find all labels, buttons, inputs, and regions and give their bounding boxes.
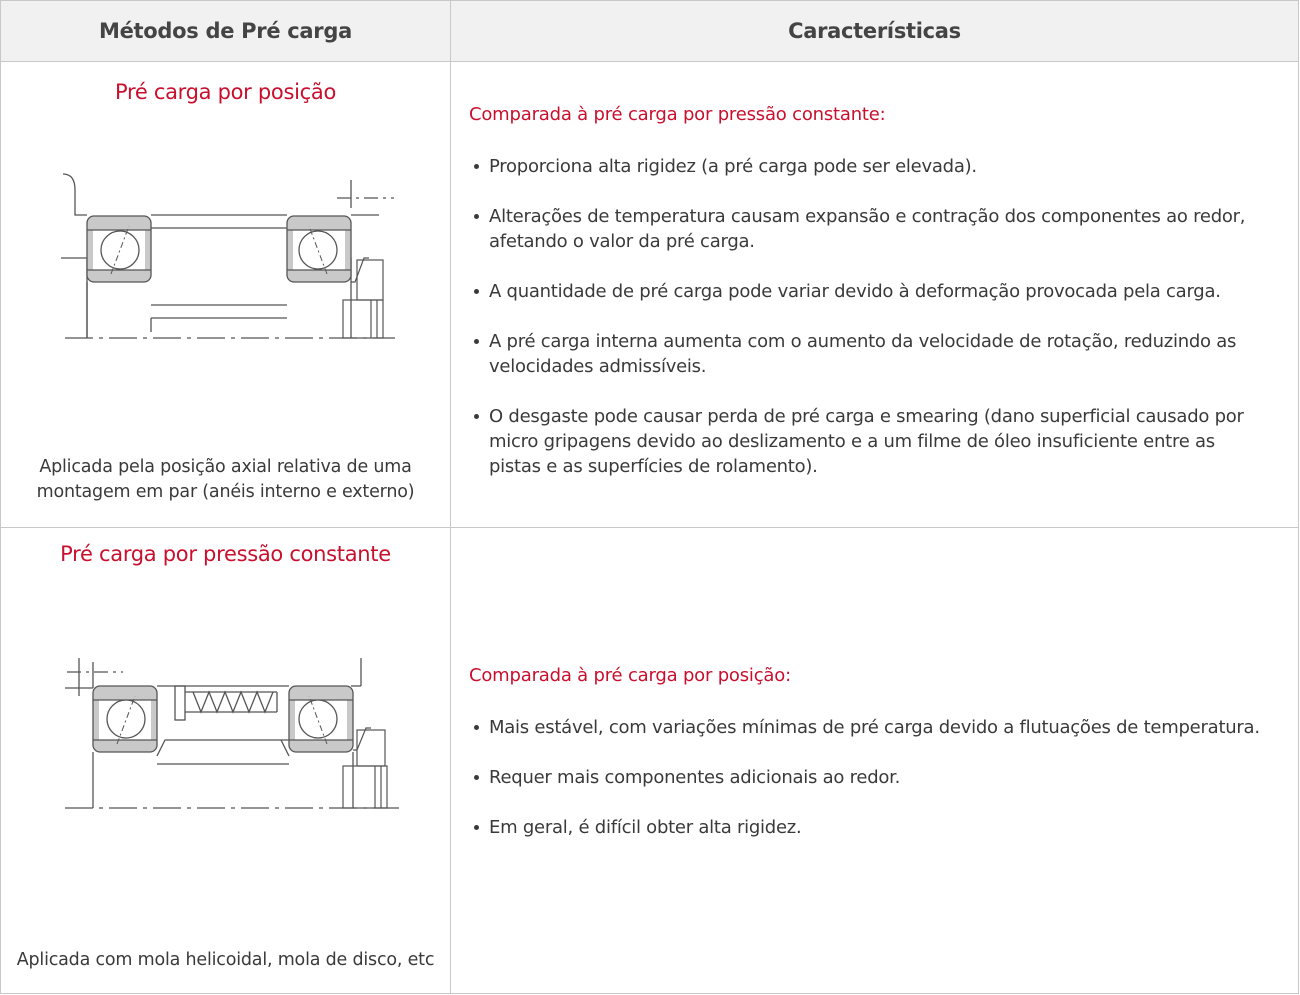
method-caption-constant-pressure: [1, 948, 450, 973]
method-cell-constant-pressure: [1, 528, 451, 993]
caption-line: Aplicada com mola helicoidal, mola de disco, etc: [16, 950, 435, 970]
list-item-text: micro gripagens devido ao deslizamento e a um filme de óleo insuficiente entre as: [489, 431, 1215, 452]
list-item-text: A quantidade de pré carga pode variar devido à deformação provocada pela carga.: [489, 281, 1221, 302]
list-item: [469, 404, 1278, 479]
method-title-constant-pressure: Pré carga por pressão constante: [60, 542, 391, 566]
list-item: [469, 154, 1278, 179]
header-methods: [1, 1, 451, 62]
characteristics-list-position: [469, 154, 1278, 479]
list-item-text: O desgaste pode causar perda de pré carga e smearing (dano superficial causado por: [489, 406, 1244, 427]
header-characteristics: [451, 1, 1298, 62]
list-item-text: pistas e as superfícies de rolamento).: [489, 456, 818, 477]
method-title-position: Pré carga por posição: [114, 80, 337, 104]
list-item-text: afetando o valor da pré carga.: [489, 231, 755, 252]
caption-line: Aplicada pela posição axial relativa de uma: [39, 457, 412, 477]
list-item-text: Alterações de temperatura causam expansão e contração dos componentes ao redor,: [489, 206, 1246, 227]
constant-pressure-preload-bearing-diagram-icon: [61, 656, 401, 816]
comparison-lead-constant-pressure: Comparada à pré carga por posição:: [469, 665, 791, 686]
list-item: [469, 204, 1278, 254]
method-cell-position: [1, 62, 451, 528]
list-item: [469, 715, 1278, 740]
header-characteristics-label: Características: [788, 19, 961, 43]
list-item-text: velocidades admissíveis.: [489, 356, 707, 377]
caption-line: montagem em par (anéis interno e externo): [36, 482, 415, 502]
list-item: [469, 765, 1278, 790]
list-item-text: Proporciona alta rigidez (a pré carga pode ser elevada).: [489, 156, 977, 177]
characteristics-cell-position: [451, 62, 1298, 528]
position-preload-bearing-diagram-icon: [59, 170, 399, 342]
list-item: [469, 815, 1278, 840]
characteristics-cell-constant-pressure: [451, 528, 1298, 993]
list-item-text: A pré carga interna aumenta com o aumento da velocidade de rotação, reduzindo as: [489, 331, 1237, 352]
list-item-text: Requer mais componentes adicionais ao redor.: [489, 767, 901, 788]
list-item: [469, 329, 1278, 379]
comparison-lead-position: Comparada à pré carga por pressão constante:: [469, 104, 886, 125]
list-item: [469, 279, 1278, 304]
characteristics-list-constant-pressure: [469, 715, 1278, 840]
method-caption-position: [1, 455, 450, 505]
header-methods-label: Métodos de Pré carga: [99, 19, 352, 43]
list-item-text: Mais estável, com variações mínimas de pré carga devido a flutuações de temperatura.: [489, 717, 1260, 738]
list-item-text: Em geral, é difícil obter alta rigidez.: [489, 817, 802, 838]
